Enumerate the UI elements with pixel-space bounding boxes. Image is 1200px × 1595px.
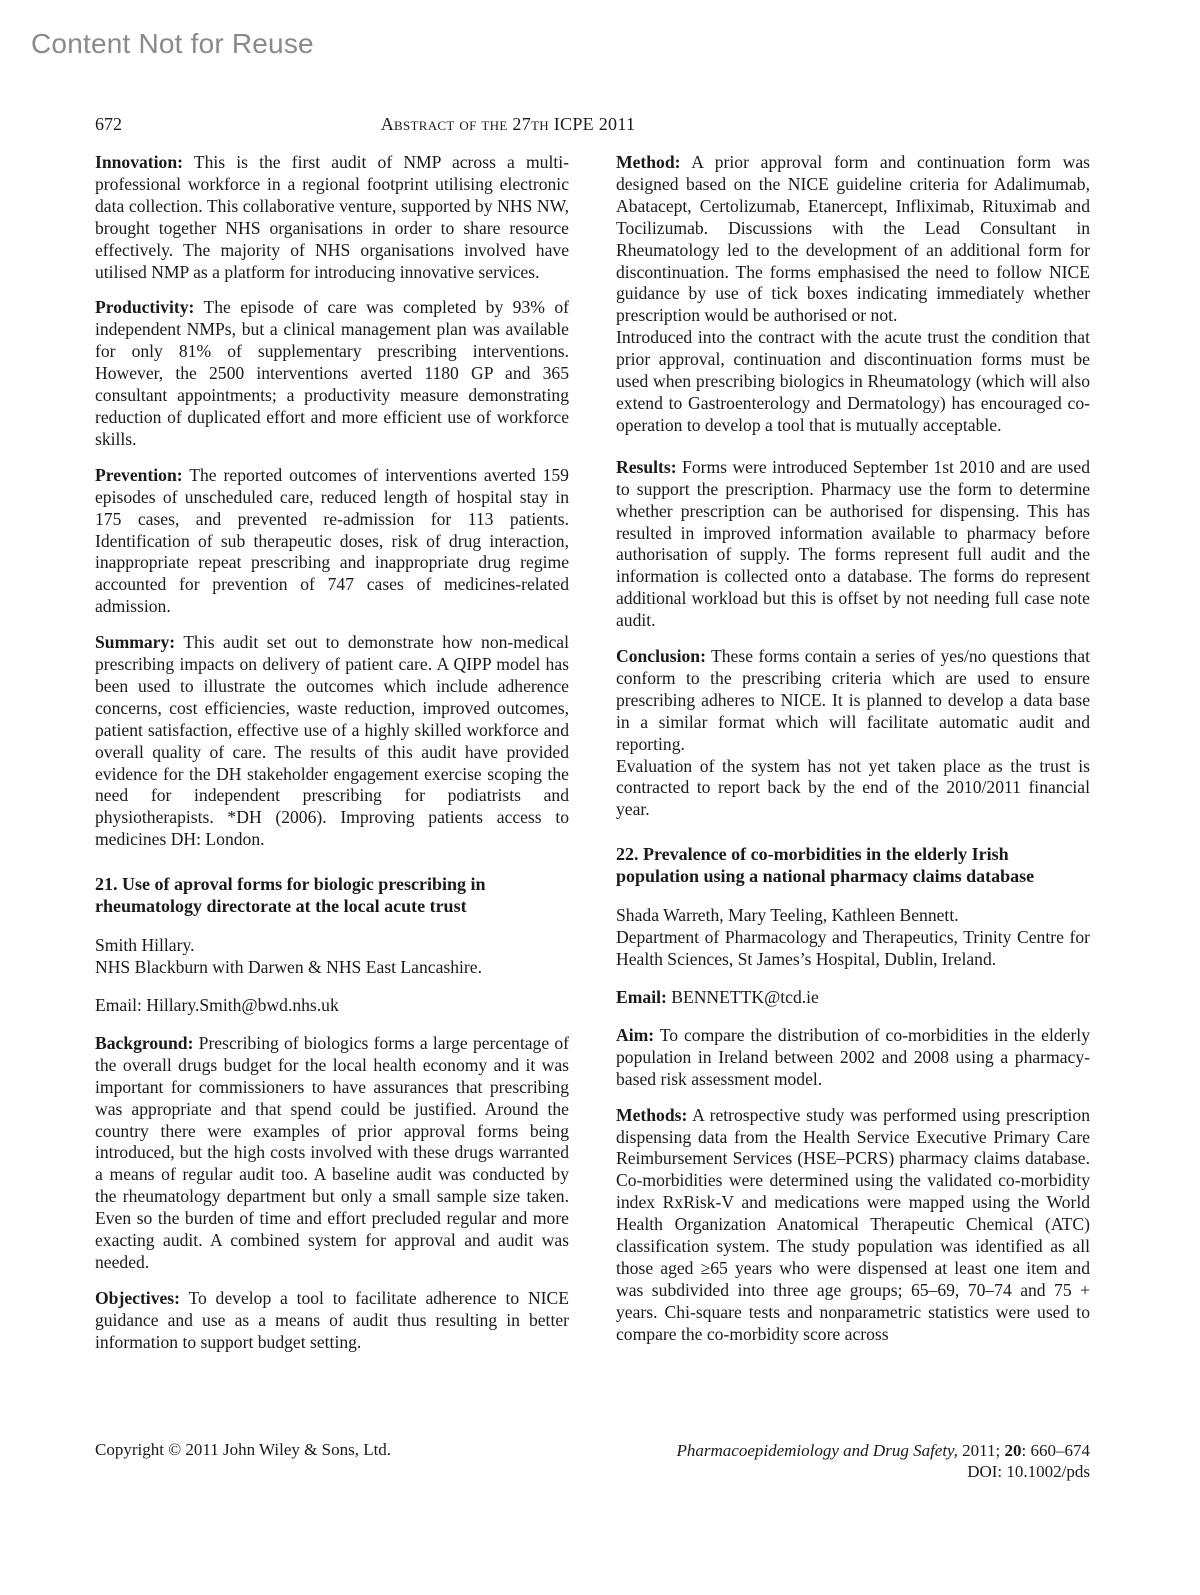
aim-paragraph	[616, 1025, 1090, 1091]
aim-label: Aim:	[616, 1024, 655, 1045]
methods-paragraph	[616, 1105, 1090, 1346]
summary-paragraph	[95, 632, 569, 851]
conclusion-text: These forms contain a series of yes/no questions that conform to the prescribing criteria which are used to ensure prescribing adheres to NICE. It is planned to develop a data base in a similar format which will facilitate automatic audit and reporting.	[616, 646, 1090, 754]
results-text: Forms were introduced September 1st 2010 and are used to support the prescription. Pharmacy use the form to determine whether prescription can be authorised for dispensing. This has resulted in improved information available to pharmacy before authorisation of supply. The forms represent full audit and the information is collected onto a database. The forms do represent additional workload but this is offset by not needing full case note audit.	[616, 456, 1090, 631]
abstract-22-byline	[616, 905, 1090, 971]
abstract-21-email[interactable]: Email: Hillary.Smith@bwd.nhs.uk	[95, 995, 339, 1015]
citation-year: 2011;	[957, 1441, 1005, 1460]
right-column	[616, 152, 1090, 1360]
page-header	[95, 114, 1090, 142]
background-label: Background:	[95, 1032, 194, 1053]
conclusion-label: Conclusion:	[616, 646, 706, 667]
method-continuation: Introduced into the contract with the acute trust the condition that prior approval, continuation and discontinuation forms must be used when prescribing biologics in Rheumatology (which will also extend to Gastroenterology and Dermatology) has encouraged co-operation to develop a tool that is mutually acceptable.	[616, 327, 1090, 435]
watermark-text: Content Not for Reuse	[31, 28, 314, 59]
abstract-22-affiliation: Department of Pharmacology and Therapeutics, Trinity Centre for Health Sciences, St James’s Hospital, Dublin, Ireland.	[616, 927, 1090, 970]
objectives-text: To develop a tool to facilitate adherence to NICE guidance and use as a means of audit thus resulting in better information to support budget setting.	[95, 1287, 569, 1352]
page-number: 672	[95, 114, 122, 134]
productivity-label: Productivity:	[95, 297, 195, 318]
innovation-label: Innovation:	[95, 152, 183, 172]
results-label: Results:	[616, 456, 677, 477]
method-paragraph	[616, 152, 1090, 327]
summary-text: This audit set out to demonstrate how non-medical prescribing impacts on delivery of patient care. A QIPP model has been used to illustrate the outcomes which include adherence concerns, cost efficiencies, waste reduction, improved outcomes, patient satisfaction, effective use of a highly skilled workforce and overall quality of care. The results of this audit have provided evidence for the DH stakeholder engagement exercise scoping the need for independent prescribing for podiatrists and physiotherapists. *DH (2006). Improving patients access to medicines DH: London.	[95, 632, 569, 850]
abstract-22-email-line	[616, 987, 1090, 1009]
results-paragraph	[616, 457, 1090, 632]
abstract-21-author: Smith Hillary.	[95, 935, 195, 956]
objectives-paragraph	[95, 1288, 569, 1354]
innovation-text: This is the first audit of NMP across a multi-professional workforce in a regional footprint utilising electronic data collection. This collaborative venture, supported by NHS NW, brought together NHS organisations in order to share resource effectively. The majority of NHS organisations involved have utilised NMP as a platform for introducing innovative services.	[95, 152, 569, 282]
methods-text: A retrospective study was performed using prescription dispensing data from the Health Service Executive Primary Care Reimbursement Services (HSE–PCRS) pharmacy claims database. Co-morbidities were determined using the validated co-morbidity index RxRisk-V and medications were mapped using the World Health Organization Anatomical Therapeutic Chemical (ATC) classification system. The study population was identified as all those aged ≥65 years who were dispensed at least one item and was subdivided into three age groups; 65–69, 70–74 and 75 + years. Chi-square tests and nonparametric statistics were used to compare the co-morbidity score across	[616, 1104, 1090, 1344]
conclusion-continuation: Evaluation of the system has not yet taken place as the trust is contracted to report back by the end of the 2010/2011 financial year.	[616, 755, 1090, 820]
aim-text: To compare the distribution of co-morbidities in the elderly population in Ireland between 2002 and 2008 using a pharmacy-based risk assessment model.	[616, 1024, 1090, 1089]
journal-name: Pharmacoepidemiology and Drug Safety,	[676, 1441, 958, 1460]
abstract-21-title: 21. Use of aproval forms for biologic prescribing in rheumatology directorate at the local acute trust	[95, 874, 486, 917]
journal-citation	[677, 1440, 1090, 1482]
conclusion-paragraph	[616, 646, 1090, 756]
method-label: Method:	[616, 152, 681, 172]
productivity-text: The episode of care was completed by 93% of independent NMPs, but a clinical management plan was available for only 81% of supplementary prescribing interventions. However, the 2500 interventions averted 1180 GP and 365 consultant appointments; a productivity measure demonstrating reduction of duplicated effort and more efficient use of workforce skills.	[95, 297, 569, 449]
left-column	[95, 152, 569, 1368]
prevention-paragraph	[95, 465, 569, 618]
abstract-22-authors: Shada Warreth, Mary Teeling, Kathleen Bennett.	[616, 905, 959, 926]
productivity-paragraph	[95, 297, 569, 450]
abstract-22-email-label: Email:	[616, 987, 667, 1007]
objectives-label: Objectives:	[95, 1287, 181, 1308]
page-range: : 660–674	[1021, 1441, 1090, 1460]
method-text: A prior approval form and continuation form was designed based on the NICE guideline criteria for Adalimumab, Abatacept, Certolizumab, Etanercept, Infliximab, Rituximab and Tocilizumab. Discussions with the Lead Consultant in Rheumatology led to the development of an additional form for discontinuation. The forms emphasised the need to follow NICE guidance by use of tick boxes indicating immediately whether prescription would be authorised or not.	[616, 152, 1090, 326]
background-text: Prescribing of biologics forms a large percentage of the overall drugs budget for the local health economy and it was important for commissioners to have assurances that prescribing was appropriate and that spend could be justified. Around the country there were examples of prior approval forms being introduced, but the high costs involved with these drugs warranted a means of regular audit too. A baseline audit was conducted by the rheumatology department but only a small sample size taken. Even so the burden of time and effort precluded regular and more exacting audit. A combined system for approval and audit was needed.	[95, 1032, 569, 1272]
running-title: Abstract of the 27th ICPE 2011	[380, 114, 636, 134]
citation-line	[677, 1440, 1090, 1461]
summary-label: Summary:	[95, 632, 176, 653]
abstract-21-byline	[95, 935, 569, 979]
abstract-21-affiliation: NHS Blackburn with Darwen & NHS East Lancashire.	[95, 957, 482, 978]
innovation-paragraph	[95, 152, 569, 283]
prevention-label: Prevention:	[95, 464, 183, 485]
abstract-22-title: 22. Prevalence of co-morbidities in the elderly Irish population using a national pharmacy claims database	[616, 844, 1035, 887]
background-paragraph	[95, 1033, 569, 1274]
abstract-22-email[interactable]: BENNETTK@tcd.ie	[671, 987, 819, 1007]
copyright-notice: Copyright © 2011 John Wiley & Sons, Ltd.	[95, 1440, 392, 1459]
methods-label: Methods:	[616, 1104, 688, 1125]
volume-number: 20	[1004, 1441, 1022, 1460]
doi: DOI: 10.1002/pds	[967, 1462, 1090, 1481]
prevention-text: The reported outcomes of interventions averted 159 episodes of unscheduled care, reduced length of hospital stay in 175 cases, and prevented re-admission for 113 patients. Identification of sub therapeutic doses, risk of drug interaction, inappropriate repeat prescribing and inappropriate drug regime accounted for prevention of 747 cases of medicines-related admission.	[95, 464, 569, 617]
